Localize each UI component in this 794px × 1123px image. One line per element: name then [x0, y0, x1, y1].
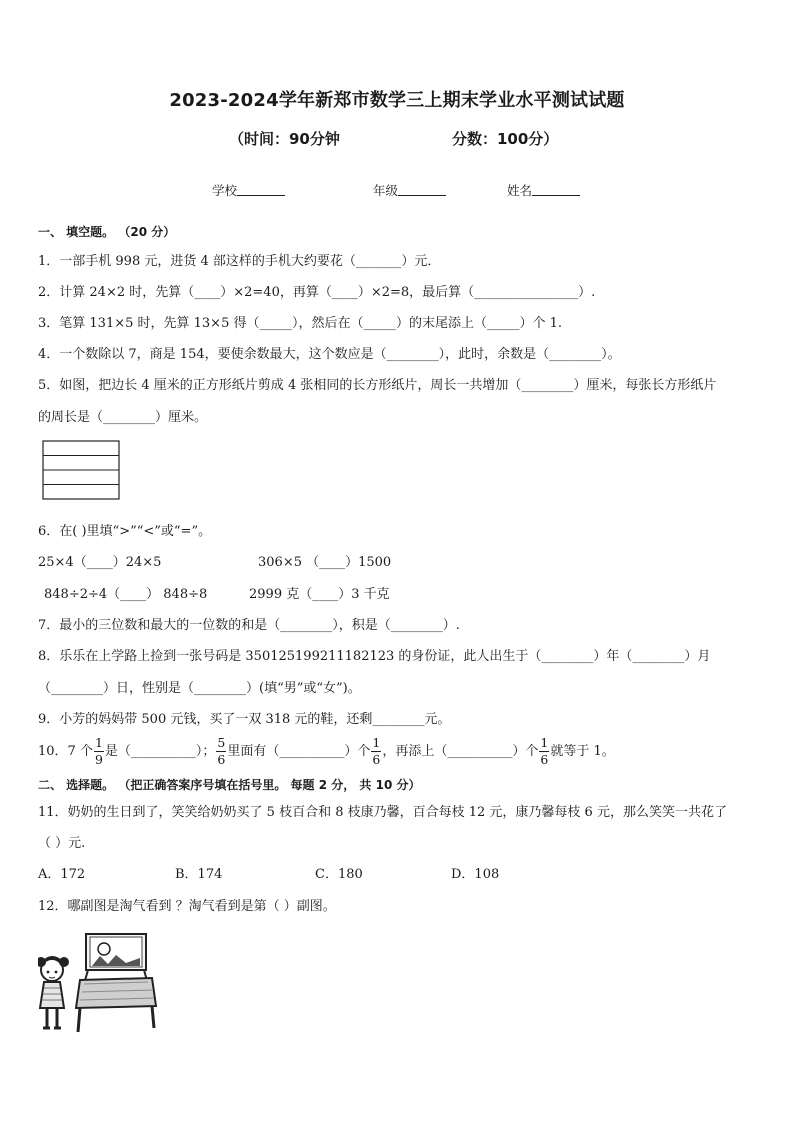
question-12: 12．哪副图是淘气看到 ？淘气看到是第（ ）副图。	[38, 899, 336, 914]
q10-part-5: 就等于 1。	[550, 744, 615, 759]
question-6-item-4: 2999 克（____）3 千克	[249, 587, 390, 602]
grade-blank[interactable]	[398, 183, 446, 196]
question-5-line1: 5．如图，把边长 4 厘米的正方形纸片剪成 4 张相同的长方形纸片，周长一共增加（________）厘米，每张长方形纸片	[38, 378, 717, 393]
q10-part-3: 里面有（__________）个	[227, 744, 371, 759]
question-6-item-2: 306×5 （____）1500	[258, 555, 392, 570]
question-10	[38, 736, 615, 768]
grade-label: 年级	[373, 183, 399, 198]
square-strips-figure	[42, 440, 122, 502]
question-11-option-c[interactable]: C．180	[315, 867, 363, 882]
fraction-5-6: $\frac{5}{6}$	[217, 735, 226, 767]
question-6-item-3: 848÷2÷4（____） 848÷8	[44, 587, 208, 602]
question-11-option-a[interactable]: A．172	[38, 867, 86, 882]
q10-part-2: 是（__________）；	[104, 744, 216, 759]
name-label: 姓名	[507, 183, 533, 198]
q10-part-1: 10．7 个	[38, 744, 93, 759]
section-fill-blank-heading: 一、 填空题。 （20 分）	[38, 225, 176, 239]
school-label: 学校	[212, 183, 238, 198]
question-11-line2: （ ）元.	[38, 836, 86, 851]
fraction-1-6-a: $\frac{1}{6}$	[372, 735, 381, 767]
fraction-1-9: $\frac{1}{9}$	[94, 735, 103, 767]
question-11-option-b[interactable]: B．174	[175, 867, 223, 882]
section-choice-heading: 二、 选择题。 （把正确答案序号填在括号里。 每题 2 分， 共 10 分）	[38, 778, 421, 792]
question-1: 1．一部手机 998 元，进货 4 部这样的手机大约要花（_______）元．	[38, 254, 441, 269]
page-title: 2023-2024学年新郑市数学三上期末学业水平测试试题	[169, 90, 625, 111]
girl-table-picture-illustration	[38, 922, 158, 1038]
question-11-option-d[interactable]: D．108	[451, 867, 500, 882]
question-7: 7．最小的三位数和最大的一位数的和是（________），积是（________）.	[38, 618, 460, 633]
question-8-line2: （________）日，性别是（________）(填“男”或“女”)。	[38, 681, 361, 696]
question-5-line2: 的周长是（________）厘米。	[38, 410, 208, 425]
question-2: 2．计算 24×2 时，先算（____）×2=40，再算（____）×2=8，最后算（________________）.	[38, 285, 596, 300]
grade-field[interactable]	[373, 181, 446, 199]
question-4: 4．一个数除以 7，商是 154，要使余数最大，这个数应是（________），此时，余数是（________）。	[38, 347, 621, 362]
school-blank[interactable]	[237, 183, 285, 196]
name-blank[interactable]	[532, 183, 580, 196]
question-9: 9．小芳的妈妈带 500 元钱，买了一双 318 元的鞋，还剩________元。	[38, 712, 451, 727]
question-6-prompt: 6．在( )里填“>”“<”或“=”。	[38, 524, 212, 539]
name-field[interactable]	[507, 181, 580, 199]
question-3: 3．笔算 131×5 时，先算 13×5 得（_____），然后在（_____）的末尾添上（_____）个 1.	[38, 316, 563, 331]
exam-time: （时间：90分钟	[229, 130, 340, 148]
school-field[interactable]	[212, 181, 285, 199]
q10-part-4: ，再添上（__________）个	[382, 744, 539, 759]
exam-score: 分数：100分）	[452, 130, 559, 148]
question-6-item-1: 25×4（____）24×5	[38, 555, 162, 570]
question-11-line1: 11．奶奶的生日到了，笑笑给奶奶买了 5 枝百合和 8 枝康乃馨，百合每枝 12 元，康乃馨每枝 6 元，那么笑笑一共花了	[38, 805, 727, 820]
question-8-line1: 8．乐乐在上学路上捡到一张号码是 350125199211182123 的身份证，此人出生于（________）年（________）月	[38, 649, 711, 664]
fraction-1-6-b: $\frac{1}{6}$	[540, 735, 549, 767]
